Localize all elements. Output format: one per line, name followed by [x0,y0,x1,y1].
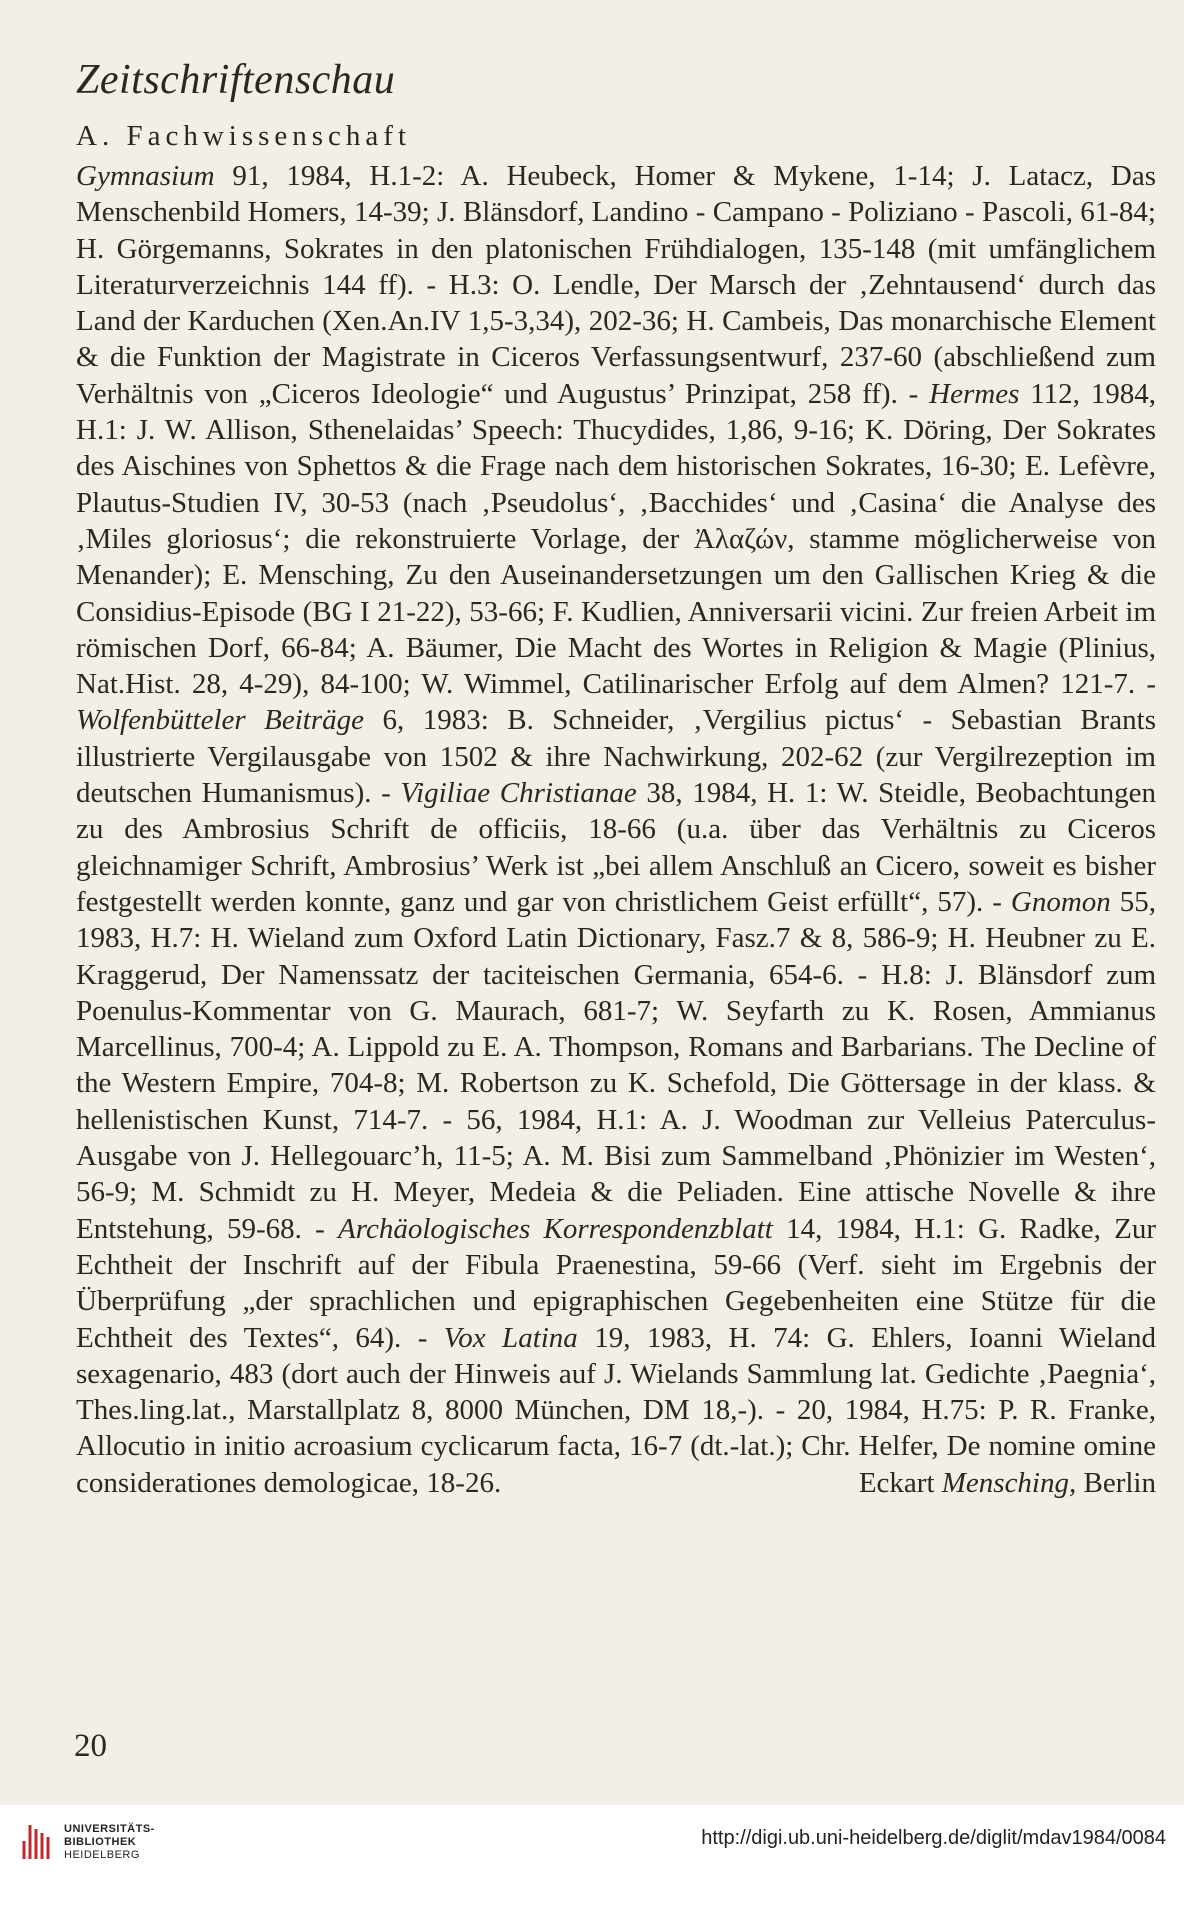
journal-title: Vigiliae Christianae [400,777,637,810]
signature [859,1465,1156,1501]
page-heading: Zeitschriftenschau [76,57,396,103]
signature-last-name: Mensching, [941,1466,1077,1499]
logo-line: HEIDELBERG [64,1849,140,1861]
footer-bar [0,1805,1184,1905]
signature-place: Berlin [1083,1466,1156,1499]
library-logo-text [64,1823,155,1862]
entry-text: 19, 1983, H. 74: G. Ehlers, Ioanni Wieland sexagenario, 483 (dort auch der Hinweis auf J. Wielands Sammlung lat. Gedichte ‚Paegnia‘, Thes.ling.lat., Marstallplatz 8, 8000 München, DM 18,-). - 20, 1984, H.75: P. R. Franke, Allocutio in initio acroasium cyclicarum facta, 16-7 (dt.-lat.); Chr. Helfer, De nomine omine considerationes demologicae, 18-26. [76,1321,1156,1499]
section-title: A. Fachwissenschaft [76,120,412,152]
entry-text: 112, 1984, H.1: J. W. Allison, Sthenelaidas’ Speech: Thucydides, 1,86, 9-16; K. Döring, Der Sokrates des Aischines von Sphettos & die Frage nach dem historischen Sokrates, 16-30; E. Lefèvre, Plautus-Studien IV, 30-53 (nach ‚Pseudolus‘, ‚Bacchides‘ und ‚Casina‘ die Analyse des ‚Miles gloriosus‘; die rekonstruierte Vorlage, der Ἀλαζών, stamme möglicherweise von Menander); E. Mensching, Zu den Auseinandersetzungen um den Gallischen Krieg & die Considius-Episode (BG I 21-22), 53-66; F. Kudlien, Anniversarii vicini. Zur freien Arbeit im römischen Dorf, 66-84; A. Bäumer, Die Macht des Wortes in Religion & Magie (Plinius, Nat.Hist. 28, 4-29), 84-100; W. Wimmel, Catilinarischer Erfolg auf dem Almen? 121-7. - [76,377,1156,701]
source-url-link[interactable]: http://digi.ub.uni-heidelberg.de/diglit/mdav1984/0084 [701,1827,1166,1849]
entry-text: 91, 1984, H.1-2: A. Heubeck, Homer & Mykene, 1-14; J. Latacz, Das Menschenbild Homers, 14-39; J. Blänsdorf, Landino - Campano - Poliziano - Pascoli, 61-84; H. Görgemanns, Sokrates in den platonischen Frühdialogen, 135-148 (mit umfänglichem Literaturverzeichnis 144 ff). - H.3: O. Lendle, Der Marsch der ‚Zehntausend‘ durch das Land der Karduchen (Xen.An.IV 1,5-3,34), 202-36; H. Cambeis, Das monarchische Element & die Funktion der Magistrate in Ciceros Verfassungsentwurf, 237-60 (abschließend zum Verhältnis von „Ciceros Ideologie“ und Augustus’ Prinzipat, 258 ff). - [76,160,1156,410]
journal-title: Vox Latina [443,1321,578,1354]
logo-line: BIBLIOTHEK [64,1836,137,1848]
logo-line: UNIVERSITÄTS- [64,1823,155,1835]
bibliography-paragraph [76,158,1156,1501]
page-number: 20 [74,1728,107,1764]
library-logo-icon [20,1821,54,1863]
entry-text: 14, 1984, H.1: G. Radke, Zur Echtheit der Inschrift auf der Fibula Praenestina, 59-66 (Verf. sieht im Ergebnis der Überprüfung „der sprachlichen und epigraphischen Gegebenheiten eine Stütze für die Echtheit des Textes“, 64). - [76,1212,1156,1354]
entry-text: 6, 1983: B. Schneider, ‚Vergilius pictus‘ - Sebastian Brants illustrierte Vergilausgabe von 1502 & ihre Nachwirkung, 202-62 (zur Vergilrezeption im deutschen Humanismus). - [76,704,1156,810]
entry-text: 55, 1983, H.7: H. Wieland zum Oxford Latin Dictionary, Fasz.7 & 8, 586-9; H. Heubner zu E. Kraggerud, Der Namenssatz der taciteischen Germania, 654-6. - H.8: J. Blänsdorf zum Poenulus-Kommentar von G. Maurach, 681-7; W. Seyfarth zu K. Rosen, Ammianus Marcellinus, 700-4; A. Lippold zu E. A. Thompson, Romans and Barbarians. The Decline of the Western Empire, 704-8; M. Robertson zu K. Schefold, Die Göttersage in der klass. & hellenistischen Kunst, 714-7. - 56, 1984, H.1: A. J. Woodman zur Velleius Paterculus-Ausgabe von J. Hellegouarc’h, 11-5; A. M. Bisi zum Sammelband ‚Phönizier im Westen‘, 56-9; M. Schmidt zu H. Meyer, Medeia & die Peliaden. Eine attische Novelle & ihre Entstehung, 59-68. - [76,885,1157,1245]
journal-title: Gymnasium [76,160,215,192]
journal-title: Archäologisches Korrespondenzblatt [338,1212,773,1245]
journal-title: Hermes [929,377,1020,410]
journal-title: Gnomon [1010,885,1111,918]
signature-first-name: Eckart [858,1466,935,1499]
journal-title: Wolfenbütteler Beiträge [76,704,365,737]
entry-text: 38, 1984, H. 1: W. Steidle, Beobachtungen zu des Ambrosius Schrift de officiis, 18-66 (u.a. über das Verhältnis zu Ciceros gleichnamiger Schrift, Ambrosius’ Werk ist „bei allem Anschluß an Cicero, soweit es bisher festgestellt werden konnte, ganz und gar von christlichem Geist erfüllt“, 57). - [76,777,1156,918]
